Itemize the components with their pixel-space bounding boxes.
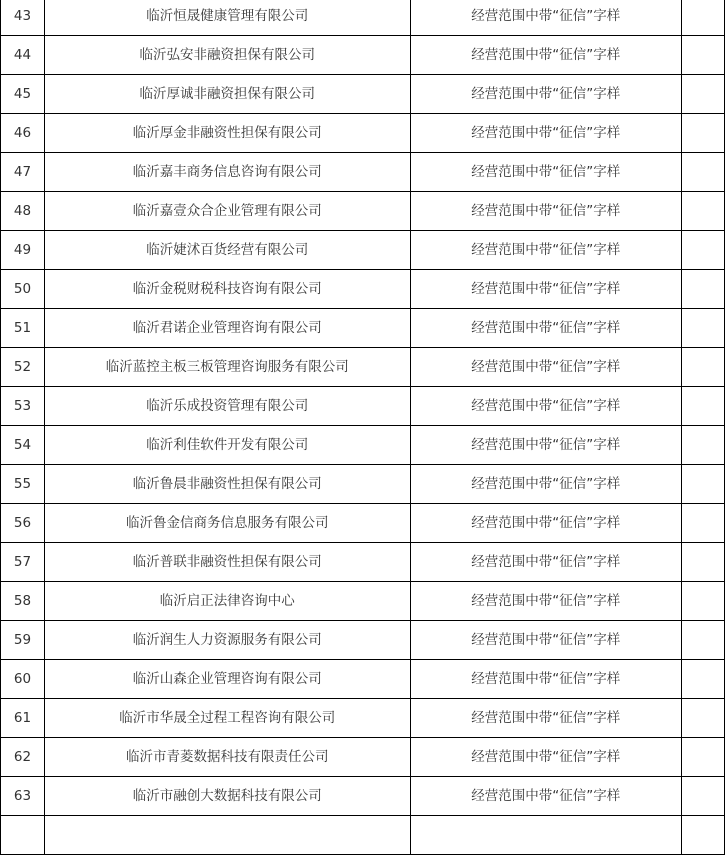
extra-cell [681, 816, 724, 855]
remark-cell: 经营范围中带“征信”字样 [410, 387, 681, 426]
company-name-cell: 临沂嘉丰商务信息咨询有限公司 [45, 153, 411, 192]
extra-cell [681, 270, 724, 309]
company-name-cell: 临沂山森企业管理咨询有限公司 [45, 660, 411, 699]
extra-cell [681, 465, 724, 504]
row-number-cell: 61 [1, 699, 45, 738]
table-row [1, 504, 725, 543]
remark-cell: 经营范围中带“征信”字样 [410, 738, 681, 777]
remark-cell: 经营范围中带“征信”字样 [410, 582, 681, 621]
table-row [1, 465, 725, 504]
company-name-cell: 临沂嘉壹众合企业管理有限公司 [45, 192, 411, 231]
extra-cell [681, 0, 724, 36]
row-number-cell: 43 [1, 0, 45, 36]
table-row [1, 270, 725, 309]
row-number-cell: 54 [1, 426, 45, 465]
extra-cell [681, 348, 724, 387]
company-name-cell: 临沂市华晟全过程工程咨询有限公司 [45, 699, 411, 738]
extra-cell [681, 231, 724, 270]
remark-cell: 经营范围中带“征信”字样 [410, 660, 681, 699]
table-body [1, 0, 725, 855]
row-number-cell: 56 [1, 504, 45, 543]
table-row [1, 738, 725, 777]
row-number-cell: 52 [1, 348, 45, 387]
extra-cell [681, 504, 724, 543]
extra-cell [681, 153, 724, 192]
row-number-cell: 45 [1, 75, 45, 114]
row-number-cell: 46 [1, 114, 45, 153]
company-name-cell: 临沂市青菱数据科技有限责任公司 [45, 738, 411, 777]
table-row [1, 309, 725, 348]
company-name-cell: 临沂君诺企业管理咨询有限公司 [45, 309, 411, 348]
table-row [1, 660, 725, 699]
table-row [1, 543, 725, 582]
extra-cell [681, 582, 724, 621]
table-row [1, 816, 725, 855]
table-row [1, 75, 725, 114]
remark-cell [410, 816, 681, 855]
remark-cell: 经营范围中带“征信”字样 [410, 426, 681, 465]
company-name-cell: 临沂恒晟健康管理有限公司 [45, 0, 411, 36]
company-name-cell: 临沂启正法律咨询中心 [45, 582, 411, 621]
remark-cell: 经营范围中带“征信”字样 [410, 621, 681, 660]
table-row [1, 0, 725, 36]
remark-cell: 经营范围中带“征信”字样 [410, 75, 681, 114]
company-name-cell: 临沂婕沭百货经营有限公司 [45, 231, 411, 270]
table-row [1, 699, 725, 738]
remark-cell: 经营范围中带“征信”字样 [410, 309, 681, 348]
table-row [1, 426, 725, 465]
company-name-cell [45, 816, 411, 855]
row-number-cell: 49 [1, 231, 45, 270]
extra-cell [681, 699, 724, 738]
table-row [1, 36, 725, 75]
table-row [1, 348, 725, 387]
row-number-cell: 51 [1, 309, 45, 348]
table-row [1, 387, 725, 426]
row-number-cell: 48 [1, 192, 45, 231]
row-number-cell [1, 816, 45, 855]
extra-cell [681, 621, 724, 660]
table-row [1, 777, 725, 816]
remark-cell: 经营范围中带“征信”字样 [410, 699, 681, 738]
remark-cell: 经营范围中带“征信”字样 [410, 270, 681, 309]
company-name-cell: 临沂蓝控主板三板管理咨询服务有限公司 [45, 348, 411, 387]
remark-cell: 经营范围中带“征信”字样 [410, 465, 681, 504]
company-name-cell: 临沂利佳软件开发有限公司 [45, 426, 411, 465]
row-number-cell: 57 [1, 543, 45, 582]
extra-cell [681, 114, 724, 153]
extra-cell [681, 426, 724, 465]
extra-cell [681, 36, 724, 75]
row-number-cell: 63 [1, 777, 45, 816]
table-row [1, 192, 725, 231]
company-name-cell: 临沂厚金非融资性担保有限公司 [45, 114, 411, 153]
remark-cell: 经营范围中带“征信”字样 [410, 504, 681, 543]
company-name-cell: 临沂乐成投资管理有限公司 [45, 387, 411, 426]
table-row [1, 153, 725, 192]
row-number-cell: 44 [1, 36, 45, 75]
company-name-cell: 临沂鲁金信商务信息服务有限公司 [45, 504, 411, 543]
remark-cell: 经营范围中带“征信”字样 [410, 777, 681, 816]
extra-cell [681, 543, 724, 582]
remark-cell: 经营范围中带“征信”字样 [410, 348, 681, 387]
remark-cell: 经营范围中带“征信”字样 [410, 192, 681, 231]
extra-cell [681, 777, 724, 816]
company-name-cell: 临沂金税财税科技咨询有限公司 [45, 270, 411, 309]
remark-cell: 经营范围中带“征信”字样 [410, 36, 681, 75]
table-row [1, 231, 725, 270]
company-name-cell: 临沂润生人力资源服务有限公司 [45, 621, 411, 660]
row-number-cell: 53 [1, 387, 45, 426]
row-number-cell: 62 [1, 738, 45, 777]
extra-cell [681, 75, 724, 114]
company-name-cell: 临沂普联非融资性担保有限公司 [45, 543, 411, 582]
row-number-cell: 59 [1, 621, 45, 660]
remark-cell: 经营范围中带“征信”字样 [410, 114, 681, 153]
remark-cell: 经营范围中带“征信”字样 [410, 231, 681, 270]
row-number-cell: 60 [1, 660, 45, 699]
remark-cell: 经营范围中带“征信”字样 [410, 153, 681, 192]
table-row [1, 114, 725, 153]
extra-cell [681, 738, 724, 777]
company-name-cell: 临沂市融创大数据科技有限公司 [45, 777, 411, 816]
row-number-cell: 47 [1, 153, 45, 192]
extra-cell [681, 192, 724, 231]
row-number-cell: 55 [1, 465, 45, 504]
company-name-cell: 临沂鲁晨非融资性担保有限公司 [45, 465, 411, 504]
extra-cell [681, 660, 724, 699]
company-name-cell: 临沂弘安非融资担保有限公司 [45, 36, 411, 75]
table-row [1, 621, 725, 660]
row-number-cell: 50 [1, 270, 45, 309]
extra-cell [681, 309, 724, 348]
table-row [1, 582, 725, 621]
extra-cell [681, 387, 724, 426]
remark-cell: 经营范围中带“征信”字样 [410, 0, 681, 36]
remark-cell: 经营范围中带“征信”字样 [410, 543, 681, 582]
company-name-cell: 临沂厚诚非融资担保有限公司 [45, 75, 411, 114]
row-number-cell: 58 [1, 582, 45, 621]
